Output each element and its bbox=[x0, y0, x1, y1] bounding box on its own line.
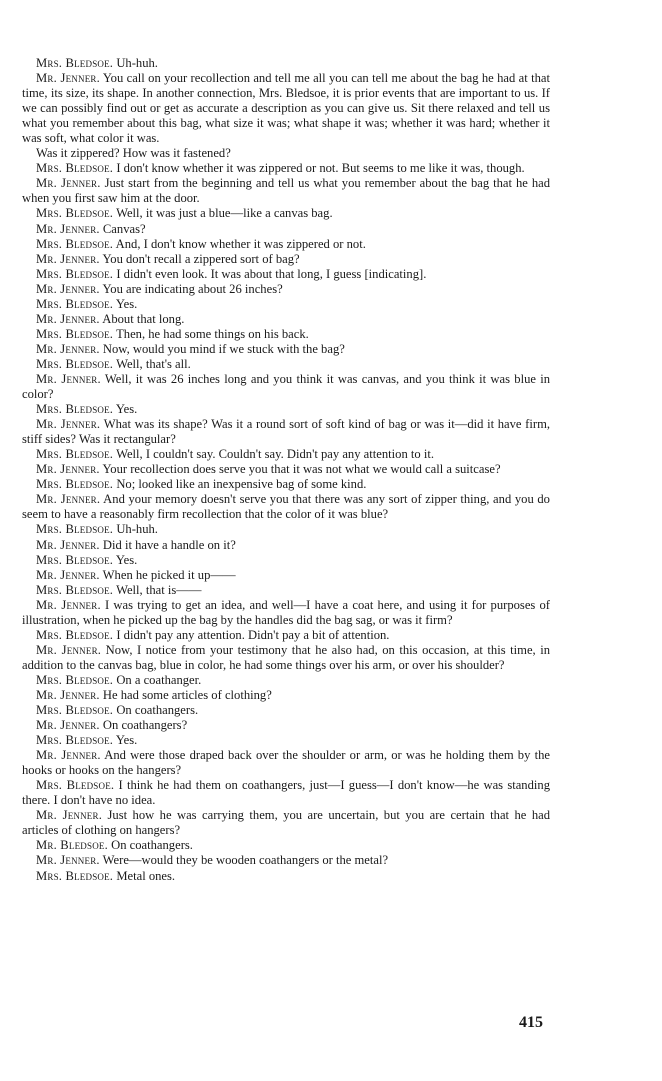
testimony-paragraph bbox=[22, 462, 550, 477]
speaker-name: Mrs. Bledsoe. bbox=[36, 778, 115, 793]
testimony-paragraph bbox=[22, 733, 550, 748]
speech-text: Yes. bbox=[115, 296, 138, 311]
speaker-name: Mr. Jenner. bbox=[36, 371, 101, 386]
speaker-name: Mr. Jenner. bbox=[36, 853, 100, 868]
speech-text: Uh-huh. bbox=[116, 56, 158, 70]
speech-text: No; looked like an inexpensive bag of some kind. bbox=[116, 477, 367, 492]
testimony-paragraph bbox=[22, 252, 550, 267]
testimony-paragraph bbox=[22, 447, 550, 462]
speech-text: And, I don't know whether it was zippered or not. bbox=[115, 236, 366, 251]
speaker-name: Mrs. Bledsoe. bbox=[36, 627, 114, 642]
speaker-name: Mr. Jenner. bbox=[36, 642, 102, 657]
speech-text: On coathangers? bbox=[102, 718, 188, 733]
speech-text: Well, that is—— bbox=[116, 582, 202, 597]
speaker-name: Mr. Jenner. bbox=[36, 251, 100, 266]
speaker-name: Mrs. Bledsoe. bbox=[36, 206, 114, 221]
testimony-paragraph bbox=[22, 477, 550, 492]
testimony-paragraph bbox=[22, 688, 550, 703]
testimony-paragraph bbox=[22, 643, 550, 673]
speaker-name: Mr. Jenner. bbox=[36, 537, 100, 552]
speaker-name: Mr. Jenner. bbox=[36, 492, 101, 507]
speech-text: Yes. bbox=[115, 402, 138, 417]
speech-text: Then, he had some things on his back. bbox=[116, 326, 309, 341]
speech-text: Well, that's all. bbox=[116, 356, 191, 371]
speaker-name: Mr. Jenner. bbox=[36, 311, 100, 326]
speaker-name: Mrs. Bledsoe. bbox=[36, 402, 114, 417]
speech-text: Now, I notice from your testimony that he also had, on this occasion, at this time, in addition to the canvas bag, blue in color, he had some things over his arm, or over his shoulder? bbox=[22, 642, 550, 672]
testimony-paragraph bbox=[22, 71, 550, 146]
speech-text: I didn't pay any attention. Didn't pay a bit of attention. bbox=[116, 627, 390, 642]
testimony-paragraph bbox=[22, 703, 550, 718]
speech-text: I was trying to get an idea, and well—I have a coat here, and using it for purposes of illustration, when he picked up the bag by the handles did the bag sag, or was it firm? bbox=[22, 597, 550, 627]
speech-text: When he picked it up—— bbox=[102, 567, 236, 582]
speech-text: Your recollection does serve you that it was not what we would call a suitcase? bbox=[102, 462, 501, 477]
testimony-paragraph bbox=[22, 718, 550, 733]
testimony-paragraph bbox=[22, 838, 550, 853]
testimony-paragraph bbox=[22, 492, 550, 522]
speech-text: Yes. bbox=[115, 733, 138, 748]
speaker-name: Mrs. Bledsoe. bbox=[36, 582, 114, 597]
speaker-name: Mrs. Bledsoe. bbox=[36, 868, 114, 883]
speech-text: About that long. bbox=[102, 311, 185, 326]
speech-text: Well, I couldn't say. Couldn't say. Didn't pay any attention to it. bbox=[116, 447, 434, 462]
testimony-paragraph bbox=[22, 568, 550, 583]
speaker-name: Mr. Jenner. bbox=[36, 71, 100, 86]
testimony-paragraph bbox=[22, 673, 550, 688]
testimony-paragraph bbox=[22, 522, 550, 537]
speaker-name: Mrs. Bledsoe. bbox=[36, 161, 114, 176]
testimony-paragraph bbox=[22, 161, 550, 176]
speech-text: You are indicating about 26 inches? bbox=[102, 281, 283, 296]
speaker-name: Mr. Jenner. bbox=[36, 718, 100, 733]
testimony-paragraph bbox=[22, 282, 550, 297]
testimony-paragraph bbox=[22, 583, 550, 598]
testimony-paragraph bbox=[22, 206, 550, 221]
speaker-name: Mr. Jenner. bbox=[36, 687, 100, 702]
speaker-name: Mr. Jenner. bbox=[36, 567, 100, 582]
testimony-paragraph bbox=[22, 417, 550, 447]
speaker-name: Mr. Jenner. bbox=[36, 748, 101, 763]
testimony-paragraph bbox=[22, 342, 550, 357]
speaker-name: Mr. Jenner. bbox=[36, 281, 100, 296]
speaker-name: Mr. Jenner. bbox=[36, 341, 100, 356]
testimony-paragraph bbox=[22, 598, 550, 628]
testimony-paragraph bbox=[22, 176, 550, 206]
speech-text: On coathangers. bbox=[116, 703, 199, 718]
speaker-name: Mrs. Bledsoe. bbox=[36, 447, 114, 462]
speech-text: Just start from the beginning and tell us what you remember about the bag that he had when you first saw him at the door. bbox=[22, 176, 551, 206]
testimony-paragraph bbox=[22, 297, 550, 312]
speaker-name: Mrs. Bledsoe. bbox=[36, 522, 114, 537]
testimony-paragraph bbox=[22, 402, 550, 417]
speech-text: I didn't even look. It was about that long, I guess [indicating]. bbox=[116, 266, 427, 281]
speech-text: Now, would you mind if we stuck with the bag? bbox=[102, 341, 345, 356]
speaker-name: Mrs. Bledsoe. bbox=[36, 552, 114, 567]
speaker-name: Mr. Jenner. bbox=[36, 176, 101, 191]
speech-text: You don't recall a zippered sort of bag? bbox=[102, 251, 300, 266]
speaker-name: Mr. Bledsoe. bbox=[36, 838, 108, 853]
speaker-name: Mrs. Bledsoe. bbox=[36, 672, 114, 687]
speech-text: Were—would they be wooden coathangers or the metal? bbox=[102, 853, 389, 868]
testimony-paragraph bbox=[22, 312, 550, 327]
speech-text: Yes. bbox=[115, 552, 138, 567]
speaker-name: Mrs. Bledsoe. bbox=[36, 733, 114, 748]
speaker-name: Mr. Jenner. bbox=[36, 462, 100, 477]
testimony-transcript bbox=[22, 56, 550, 884]
testimony-paragraph bbox=[22, 538, 550, 553]
speech-text: And were those draped back over the shoulder or arm, or was he holding them by the hooks or hooks on the hangers? bbox=[22, 748, 550, 778]
speech-text: Was it zippered? How was it fastened? bbox=[36, 146, 231, 161]
speaker-name: Mrs. Bledsoe. bbox=[36, 703, 114, 718]
speaker-name: Mr. Jenner. bbox=[36, 597, 101, 612]
testimony-paragraph bbox=[22, 553, 550, 568]
testimony-paragraph bbox=[22, 267, 550, 282]
testimony-paragraph bbox=[22, 237, 550, 252]
speech-text: He had some articles of clothing? bbox=[102, 687, 272, 702]
page-number: 415 bbox=[519, 1014, 543, 1031]
testimony-paragraph bbox=[22, 327, 550, 342]
speech-text: You call on your recollection and tell me all you can tell me about the bag he had at that time, its size, its shape. In another connection, Mrs. Bledsoe, it is prior events that are important to us. If we can possibly find out or get as accurate a description as you can give us. Sit there relaxed and tell us what you remember about this bag, what size it was; what shape it was; whether it was hard; whether it was soft, what color it was. bbox=[22, 71, 550, 146]
testimony-paragraph bbox=[22, 808, 550, 838]
speech-text: Well, it was 26 inches long and you think it was canvas, and you think it was blue in color? bbox=[22, 371, 551, 402]
speech-text: Uh-huh. bbox=[116, 522, 158, 537]
speech-text: Did it have a handle on it? bbox=[102, 537, 236, 552]
testimony-paragraph bbox=[22, 372, 550, 402]
speech-text: I don't know whether it was zippered or not. But seems to me like it was, though. bbox=[116, 161, 525, 176]
speech-text: What was its shape? Was it a round sort of soft kind of bag or was it—did it have firm, stiff sides? Was it rectangular? bbox=[22, 417, 551, 447]
testimony-paragraph bbox=[22, 869, 550, 884]
speech-text: On a coathanger. bbox=[116, 672, 202, 687]
speech-text: Well, it was just a blue—like a canvas bag. bbox=[116, 206, 333, 221]
speaker-name: Mr. Jenner. bbox=[36, 808, 103, 823]
speech-text: I think he had them on coathangers, just—I guess—I don't know—he was standing there. I don't have no idea. bbox=[22, 778, 550, 808]
speech-text: On coathangers. bbox=[111, 838, 193, 853]
testimony-paragraph bbox=[22, 146, 550, 161]
speech-text: And your memory doesn't serve you that there was any sort of zipper thing, and you do seem to have a reasonably firm recollection that the color of it was blue? bbox=[22, 492, 550, 522]
speaker-name: Mrs. Bledsoe. bbox=[36, 296, 114, 311]
speaker-name: Mr. Jenner. bbox=[36, 417, 101, 432]
speaker-name: Mrs. Bledsoe. bbox=[36, 56, 114, 70]
testimony-paragraph bbox=[22, 853, 550, 868]
testimony-paragraph bbox=[22, 628, 550, 643]
speaker-name: Mrs. Bledsoe. bbox=[36, 236, 114, 251]
speaker-name: Mr. Jenner. bbox=[36, 221, 100, 236]
testimony-paragraph bbox=[22, 778, 550, 808]
speaker-name: Mrs. Bledsoe. bbox=[36, 266, 114, 281]
testimony-paragraph bbox=[22, 222, 550, 237]
speaker-name: Mrs. Bledsoe. bbox=[36, 326, 114, 341]
speech-text: Canvas? bbox=[102, 221, 146, 236]
speaker-name: Mrs. Bledsoe. bbox=[36, 356, 114, 371]
testimony-paragraph bbox=[22, 748, 550, 778]
testimony-paragraph bbox=[22, 56, 550, 71]
speech-text: Metal ones. bbox=[116, 868, 176, 883]
speaker-name: Mrs. Bledsoe. bbox=[36, 477, 114, 492]
speech-text: Just how he was carrying them, you are uncertain, but you are certain that he had articles of clothing on hangers? bbox=[22, 808, 551, 838]
testimony-paragraph bbox=[22, 357, 550, 372]
